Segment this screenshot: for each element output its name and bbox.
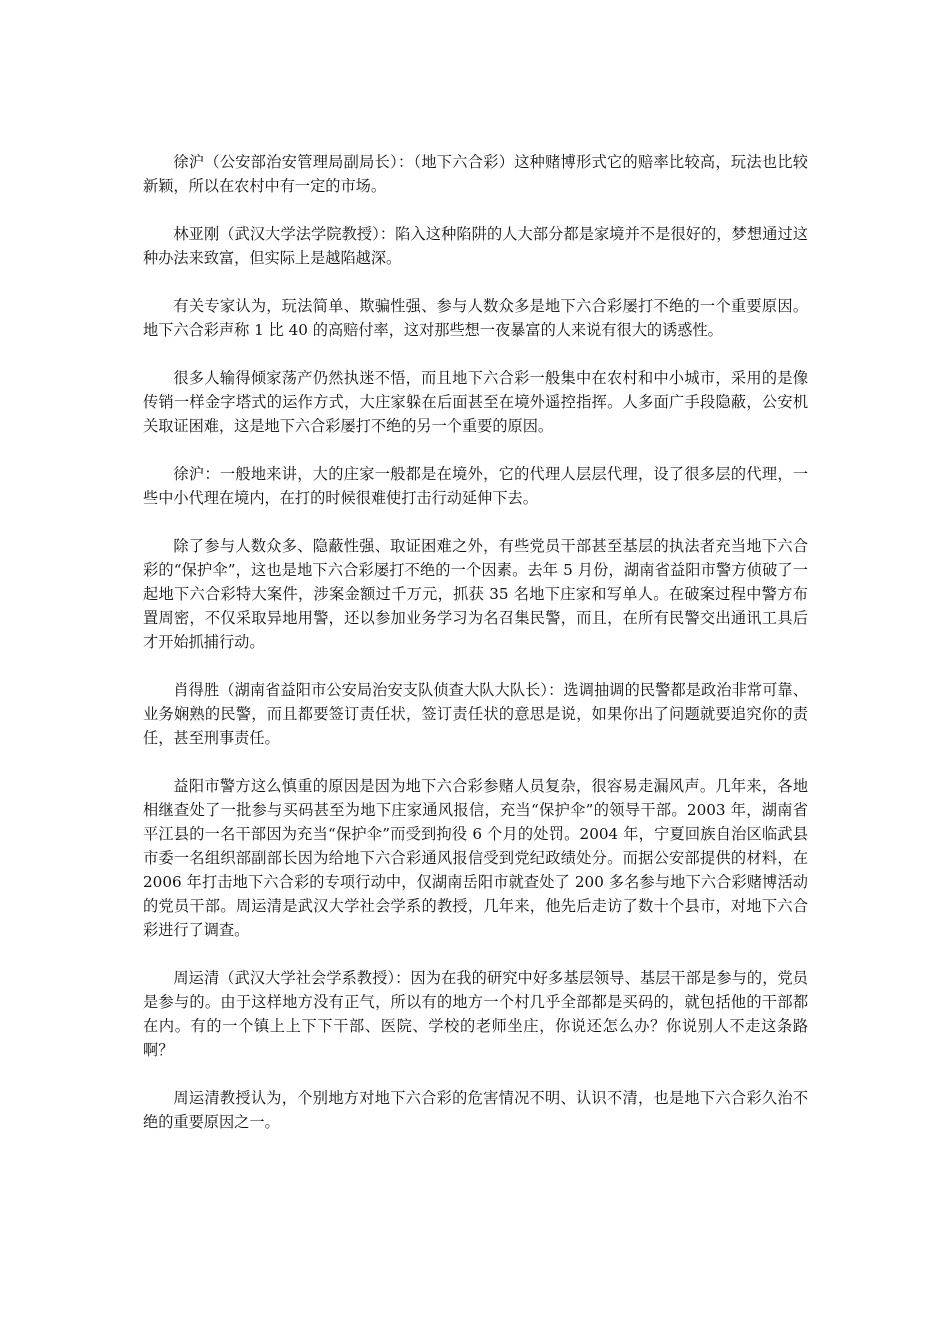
paragraph-1: 徐沪（公安部治安管理局副局长）：（地下六合彩）这种赌博形式它的赔率比较高，玩法也比较新颖，所以在农村中有一定的市场。 xyxy=(143,153,808,195)
document-body xyxy=(143,150,808,1158)
paragraph-4: 很多人输得倾家荡产仍然执迷不悟，而且地下六合彩一般集中在农村和中小城市，采用的是像传销一样金字塔式的运作方式，大庄家躲在后面甚至在境外遥控指挥。人多面广手段隐蔽，公安机关取证困难，这是地下六合彩屡打不绝的另一个重要的原因。 xyxy=(143,369,808,435)
paragraph-6: 除了参与人数众多、隐蔽性强、取证困难之外，有些党员干部甚至基层的执法者充当地下六合彩的“保护伞”，这也是地下六合彩屡打不绝的一个因素。去年 5 月份，湖南省益阳市警方侦破了一起地下六合彩特大案件，涉案金额过千万元，抓获 35 名地下庄家和写单人。在破案过程中警方布置周密，不仅采取异地用警，还以参加业务学习为名召集民警，而且，在所有民警交出通讯工具后才开始抓捕行动。 xyxy=(143,537,808,651)
paragraph-5: 徐沪：一般地来讲，大的庄家一般都是在境外，它的代理人层层代理，设了很多层的代理，一些中小代理在境内，在打的时候很难使打击行动延伸下去。 xyxy=(143,465,808,507)
paragraph-2: 林亚刚（武汉大学法学院教授）：陷入这种陷阱的人大部分都是家境并不是很好的，梦想通过这种办法来致富，但实际上是越陷越深。 xyxy=(143,225,808,267)
paragraph-9: 周运清（武汉大学社会学系教授）：因为在我的研究中好多基层领导、基层干部是参与的，党员是参与的。由于这样地方没有正气，所以有的地方一个村几乎全部都是买码的，就包括他的干部都在内。有的一个镇上上下下干部、医院、学校的老师坐庄，你说还怎么办？你说别人不走这条路啊？ xyxy=(143,969,808,1059)
paragraph-7: 肖得胜（湖南省益阳市公安局治安支队侦查大队大队长）：选调抽调的民警都是政治非常可靠、业务娴熟的民警，而且都要签订责任状，签订责任状的意思是说，如果你出了问题就要追究你的责任，甚至刑事责任。 xyxy=(143,681,808,747)
paragraph-10: 周运清教授认为，个别地方对地下六合彩的危害情况不明、认识不清，也是地下六合彩久治不绝的重要原因之一。 xyxy=(143,1089,808,1131)
paragraph-3: 有关专家认为，玩法简单、欺骗性强、参与人数众多是地下六合彩屡打不绝的一个重要原因。地下六合彩声称 1 比 40 的高赔付率，这对那些想一夜暴富的人来说有很大的诱惑性。 xyxy=(143,297,808,339)
paragraph-8: 益阳市警方这么慎重的原因是因为地下六合彩参赌人员复杂，很容易走漏风声。几年来，各地相继查处了一批参与买码甚至为地下庄家通风报信，充当“保护伞”的领导干部。2003 年，湖南省平江县的一名干部因为充当“保护伞”而受到拘役 6 个月的处罚。2004 年，宁夏回族自治区临武县市委一名组织部副部长因为给地下六合彩通风报信受到党纪政绩处分。而据公安部提供的材料，在 2006 年打击地下六合彩的专项行动中，仅湖南岳阳市就查处了 200 多名参与地下六合彩赌博活动的党员干部。周运清是武汉大学社会学系的教授，几年来，他先后走访了数十个县市，对地下六合彩进行了调查。 xyxy=(143,777,808,939)
